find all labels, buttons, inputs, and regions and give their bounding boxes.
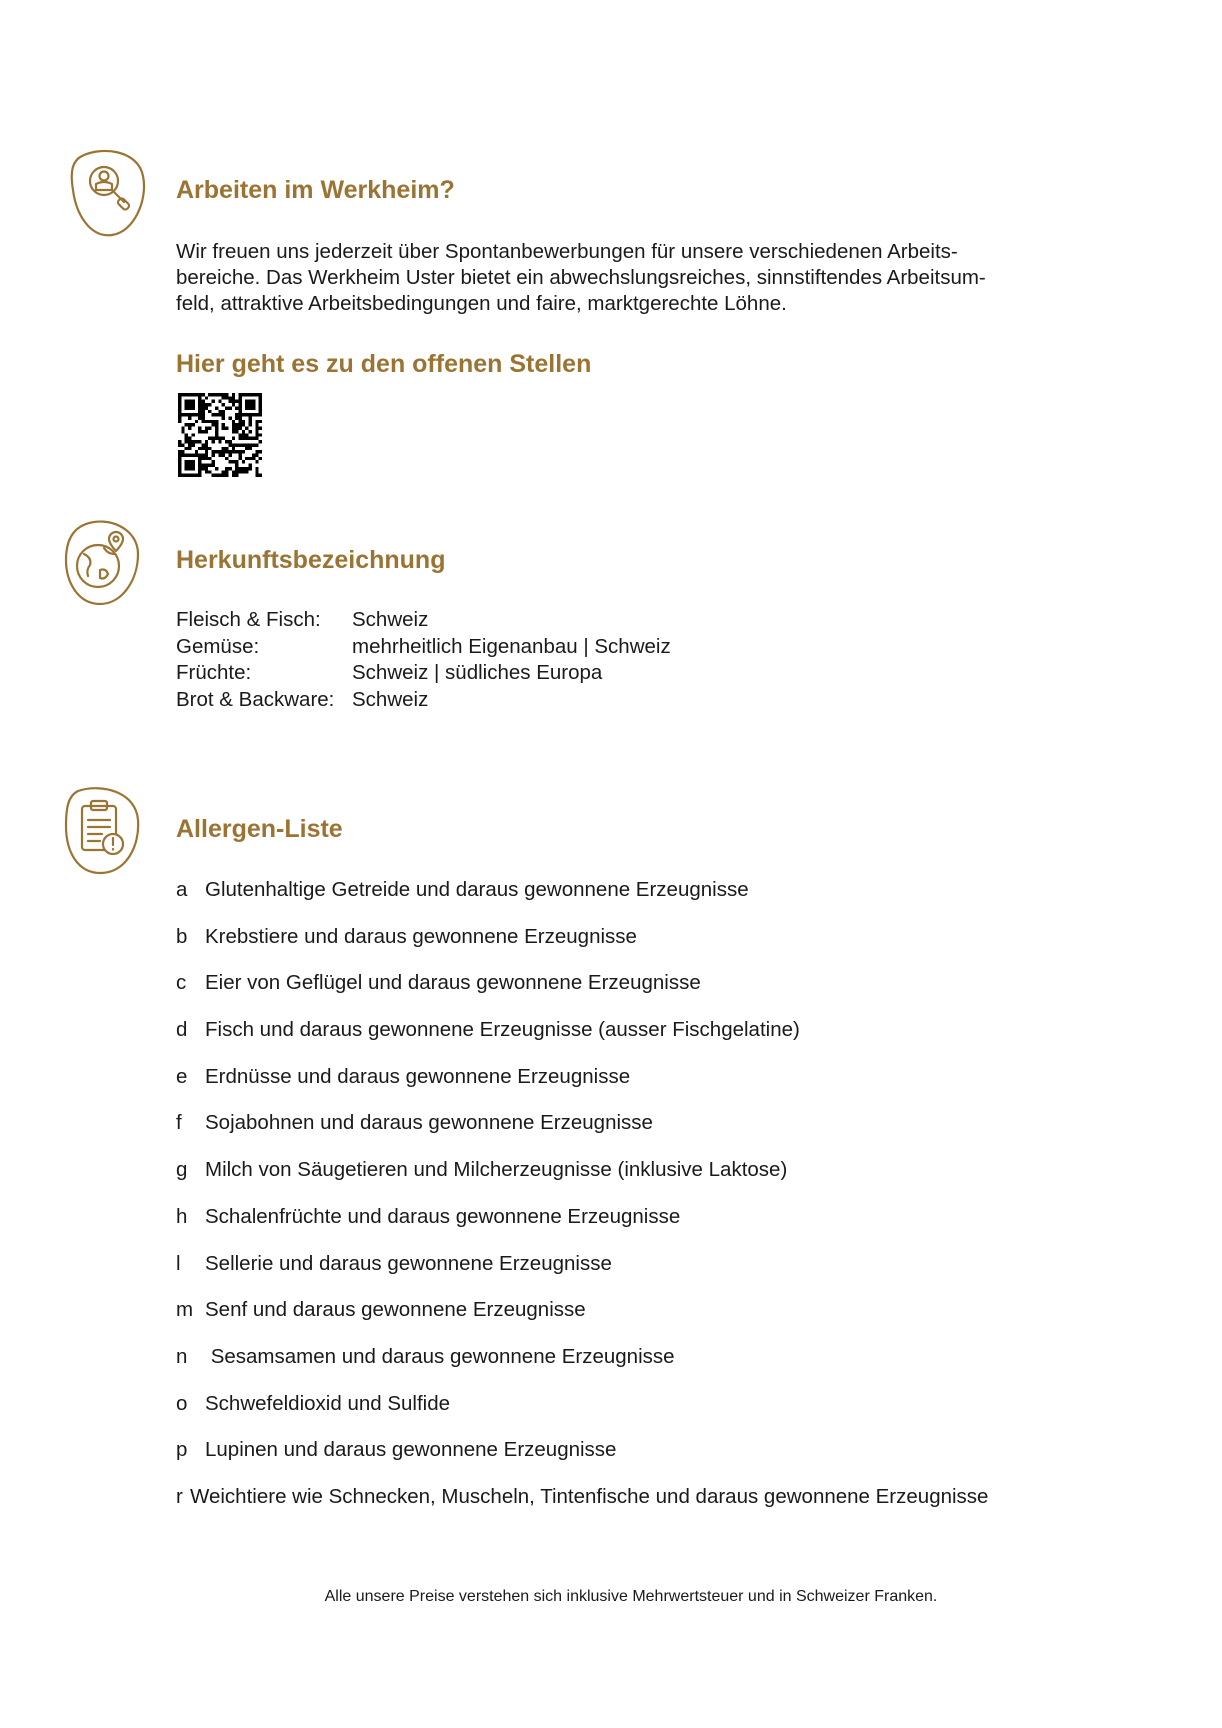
allergen-code: g (176, 1158, 188, 1182)
allergen-code: m (176, 1298, 194, 1322)
list-item (176, 1391, 988, 1438)
allergen-code: b (176, 924, 188, 948)
allergen-text: Schwefeldioxid und Sulfide (205, 1391, 451, 1415)
open-positions-heading: Hier geht es zu den offenen Stellen (176, 350, 592, 378)
allergen-code: l (176, 1251, 181, 1275)
allergen-text: Sesamsamen und daraus gewonnene Erzeugnisse (205, 1344, 675, 1368)
origin-label: Fleisch & Fisch: (176, 608, 321, 631)
list-item (176, 1157, 988, 1204)
origin-row (176, 607, 671, 634)
list-item (176, 1251, 988, 1298)
allergen-text: Fisch und daraus gewonnene Erzeugnisse (ausser Fischgelatine) (205, 1018, 800, 1042)
list-item (176, 1204, 988, 1251)
list-item (176, 1064, 988, 1111)
clipboard-alert-icon (62, 786, 142, 876)
allergen-code: c (176, 971, 187, 995)
allergen-text: Eier von Geflügel und daraus gewonnene Erzeugnisse (205, 971, 701, 995)
allergen-text: Sellerie und daraus gewonnene Erzeugnisse (205, 1251, 612, 1275)
allergen-code: e (176, 1064, 188, 1088)
origin-row (176, 687, 671, 714)
origin-label: Brot & Backware: (176, 687, 335, 711)
origin-heading: Herkunftsbezeichnung (176, 546, 446, 574)
allergen-text: Lupinen und daraus gewonnene Erzeugnisse (205, 1438, 617, 1462)
list-item (176, 1297, 988, 1344)
origin-value: Schweiz (352, 687, 429, 711)
qr-code[interactable] (178, 393, 262, 477)
jobs-intro-line: Wir freuen uns jederzeit über Spontanbewerbungen für unsere verschiedenen Arbeits- (176, 240, 958, 263)
allergen-text: Glutenhaltige Getreide und daraus gewonnene Erzeugnisse (205, 878, 749, 901)
list-item (176, 877, 988, 924)
origin-row (176, 634, 671, 661)
origin-table (176, 607, 671, 713)
allergen-text: Sojabohnen und daraus gewonnene Erzeugnisse (205, 1111, 653, 1135)
person-search-icon (68, 148, 148, 238)
origin-value: Schweiz | südliches Europa (352, 661, 603, 684)
allergen-list (176, 877, 988, 1531)
list-item (176, 1110, 988, 1157)
allergen-code: a (176, 878, 188, 901)
origin-label: Gemüse: (176, 634, 260, 658)
list-item (176, 1484, 988, 1531)
jobs-heading: Arbeiten im Werkheim? (176, 176, 455, 204)
allergen-code: p (176, 1438, 188, 1462)
list-item (176, 970, 988, 1017)
origin-row (176, 660, 671, 687)
allergen-code: d (176, 1018, 188, 1042)
allergen-code: o (176, 1391, 188, 1415)
origin-value: mehrheitlich Eigenanbau | Schweiz (352, 634, 671, 658)
jobs-intro-text (176, 239, 1076, 317)
list-item (176, 924, 988, 971)
allergen-code: r (176, 1484, 183, 1508)
allergen-code: h (176, 1204, 188, 1228)
allergen-code: f (176, 1111, 182, 1135)
jobs-intro-line: bereiche. Das Werkheim Uster bietet ein abwechslungsreiches, sinnstiftendes Arbeitsum- (176, 266, 986, 289)
allergens-heading: Allergen-Liste (176, 815, 343, 843)
globe-pin-icon (62, 518, 142, 608)
jobs-intro-line: feld, attraktive Arbeitsbedingungen und faire, marktgerechte Löhne. (176, 292, 787, 315)
allergen-text: Krebstiere und daraus gewonnene Erzeugnisse (205, 924, 637, 948)
allergen-text: Erdnüsse und daraus gewonnene Erzeugnisse (205, 1064, 631, 1088)
list-item (176, 1437, 988, 1484)
allergen-text: Senf und daraus gewonnene Erzeugnisse (205, 1298, 586, 1322)
allergen-code: n (176, 1344, 188, 1368)
origin-label: Früchte: (176, 661, 252, 684)
origin-value: Schweiz (352, 608, 429, 631)
list-item (176, 1017, 988, 1064)
allergen-text: Schalenfrüchte und daraus gewonnene Erzeugnisse (205, 1204, 681, 1228)
price-note: Alle unsere Preise verstehen sich inklusive Mehrwertsteuer und in Schweizer Franken. (324, 1588, 938, 1605)
list-item (176, 1344, 988, 1391)
allergen-text: Weichtiere wie Schnecken, Muscheln, Tintenfische und daraus gewonnene Erzeugnisse (190, 1484, 989, 1508)
allergen-text: Milch von Säugetieren und Milcherzeugnisse (inklusive Laktose) (205, 1158, 788, 1182)
